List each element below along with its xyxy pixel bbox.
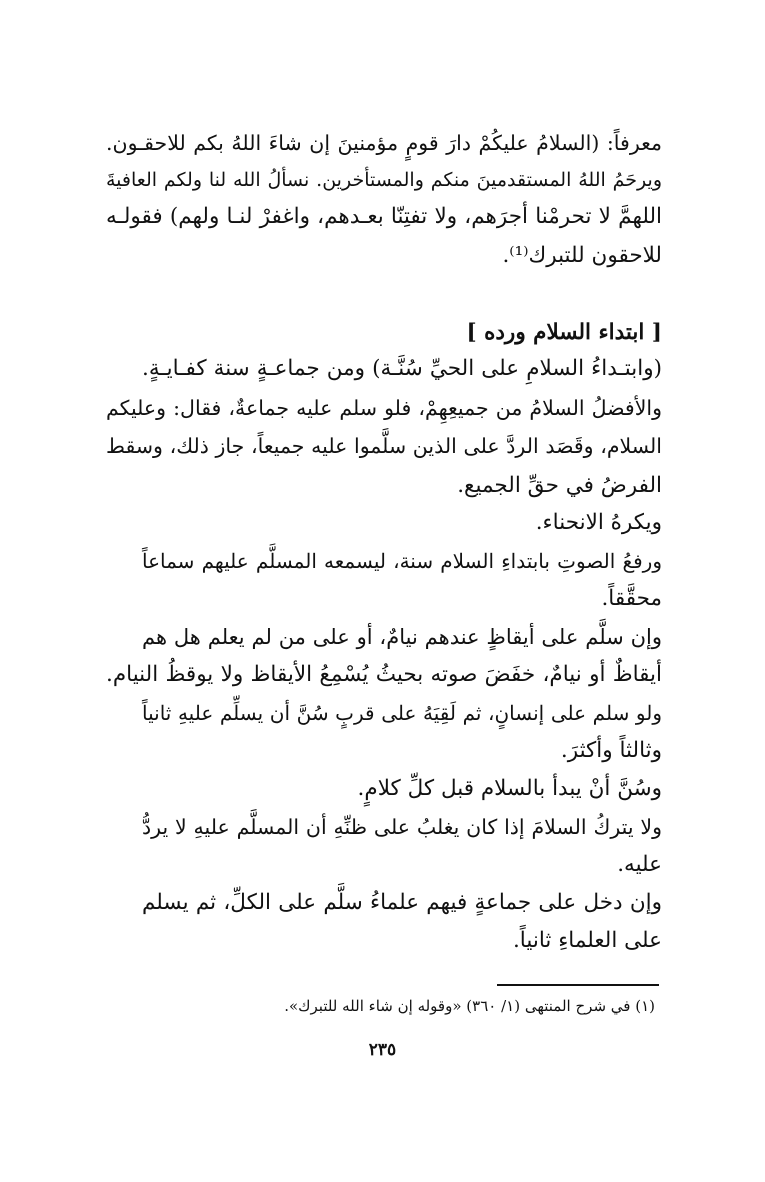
body-line-12: وإن سلَّم على أيقاظٍ عندهم نيامٌ، أو على من لم يعلم هل هم [142, 625, 662, 649]
body-line-4: للاحقون للتبرك⁽¹⁾. [502, 243, 662, 268]
footnote-separator [497, 984, 659, 986]
body-line-5: (وابتـداءُ السلامِ على الحيِّ سُنَّـة) ومن جماعـةٍ سنة كفـايـةٍ. [142, 356, 662, 381]
body-line-13: أيقاظٌ أو نيامٌ، خفَضَ صوته بحيثُ يُسْمِعُ الأيقاظ ولا يوقظُ النيام. [106, 662, 662, 687]
body-line-20: على العلماءِ ثانياً. [512, 928, 662, 953]
footnote: (١) في شرح المنتهى (١/ ٣٦٠) «وقوله إن شاء الله للتبرك». [284, 997, 655, 1015]
body-line-9: ويكرهُ الانحناء. [535, 510, 662, 535]
body-line-10: ورفعُ الصوتِ بابتداءِ السلام سنة، ليسمعه المسلَّم عليهم سماعاً [142, 549, 662, 573]
body-line-8: الفرضُ في حقِّ الجميع. [457, 473, 662, 498]
body-line-15: وثالثاً وأكثرَ. [560, 738, 662, 763]
page-number: ٢٣٥ [368, 1040, 397, 1060]
body-line-17: ولا يتركُ السلامَ إذا كان يغلبُ على ظنِّهِ أن المسلَّم عليهِ لا يردُّ [142, 815, 662, 839]
body-line-16: وسُنَّ أنْ يبدأ بالسلام قبل كلِّ كلامٍ. [357, 776, 662, 801]
body-line-1: معرفاً: (السلامُ عليكُمْ دارَ قومٍ مؤمنينَ إن شاءَ اللهُ بكم للاحقـون. [106, 131, 662, 155]
body-line-6: والأفضلُ السلامُ من جميعِهِمْ، فلو سلم عليه جماعةٌ، فقال: وعليكم [106, 396, 662, 420]
body-line-2: ويرحَمُ اللهُ المستقدمينَ منكم والمستأخرين. نسألُ الله لنا ولكم العافيةَ [106, 169, 662, 191]
body-line-11: محقَّقاً. [601, 586, 662, 611]
body-line-14: ولو سلم على إنسانٍ، ثم لَقِيَهُ على قربٍ سُنَّ أن يسلِّم عليهِ ثانياً [142, 701, 662, 725]
body-line-18: عليه. [617, 852, 662, 877]
body-line-7: السلام، وقَصَد الردَّ على الذين سلَّموا عليه جميعاً، جاز ذلك، وسقط [106, 434, 662, 458]
section-heading: [ ابتداء السلام ورده ] [466, 320, 662, 345]
body-line-19: وإن دخل على جماعةٍ فيهم علماءُ سلَّم على الكلِّ، ثم يسلم [142, 890, 662, 915]
body-line-3: اللهمَّ لا تحرمْنا أجرَهم، ولا تفتِنّا بعـدهم، واغفرْ لنـا ولهم) فقولـه [106, 204, 662, 229]
